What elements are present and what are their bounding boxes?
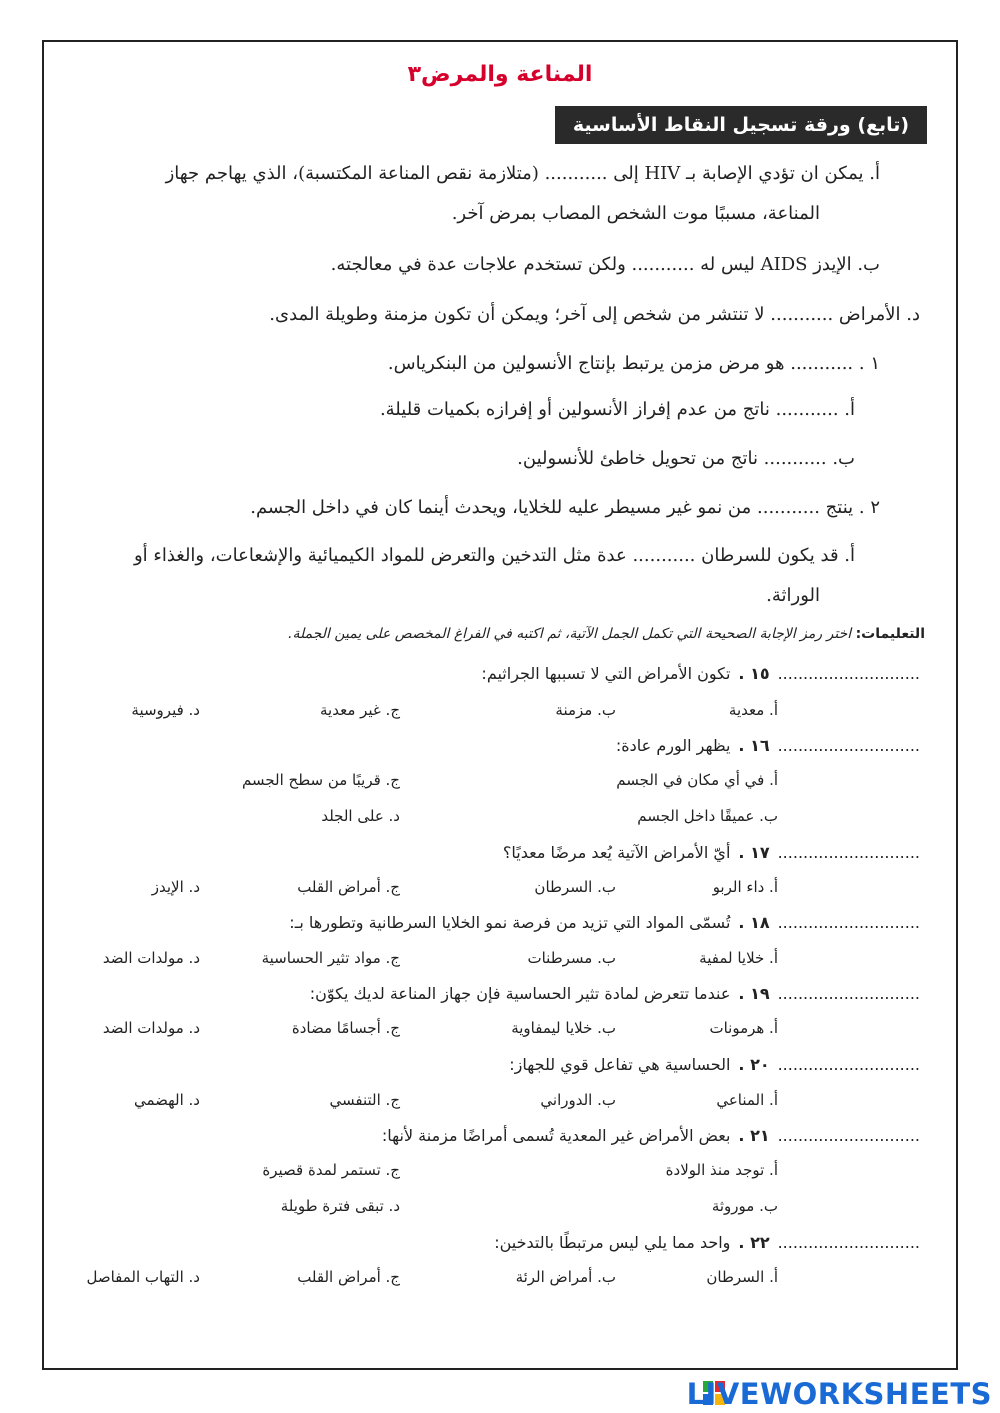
note-d: د. الأمراض ........... لا تنتشر من شخص إلى آخر؛ ويمكن أن تكون مزمنة وطويلة المدى. [269, 304, 920, 325]
note-b: ب. الإيدز AIDS ليس له ........... ولكن تستخدم علاجات عدة في معالجته. [330, 254, 880, 275]
option[interactable]: أ. السرطان [706, 1268, 778, 1286]
note-2: ٢ . ينتج ........... من نمو غير مسيطر عليه للخلايا، ويحدث أينما كان في داخل الجسم. [250, 497, 880, 518]
option[interactable]: ج. مواد تثير الحساسية [261, 949, 400, 967]
option[interactable]: د. فيروسية [131, 701, 200, 719]
note-2a-line1: أ. قد يكون للسرطان ........... عدة مثل التدخين والتعرض للمواد الكيميائية والإشعاعات، والغذاء أو [133, 545, 855, 566]
instructions-text: اختر رمز الإجابة الصحيحة التي تكمل الجمل الآتية، ثم اكتبه في الفراغ المخصص على يمين الجملة. [288, 626, 852, 642]
option[interactable]: ب. موروثة [711, 1197, 778, 1215]
answer-blank[interactable]: ............................ [777, 736, 920, 755]
question-17: ............................١٧ .أيّ الأمراض الآتية يُعد مرضًا معديًا؟ [502, 843, 920, 862]
option[interactable]: ب. خلايا ليمفاوية [511, 1019, 616, 1037]
option[interactable]: د. الهضمي [133, 1091, 200, 1109]
option[interactable]: ج. تستمر لمدة قصيرة [262, 1161, 400, 1179]
question-18: ............................١٨ .تُسمّى المواد التي تزيد من فرصة نمو الخلايا السرطانية وتطورها بـ: [289, 913, 920, 932]
option[interactable]: أ. خلايا لمفية [699, 949, 778, 967]
option[interactable]: ج. قريبًا من سطح الجسم [241, 771, 400, 789]
question-21: ............................٢١ .بعض الأمراض غير المعدية تُسمى أمراضًا مزمنة لأنها: [381, 1126, 920, 1145]
option[interactable]: ب. مزمنة [555, 701, 616, 719]
answer-blank[interactable]: ............................ [777, 664, 920, 683]
answer-blank[interactable]: ............................ [777, 984, 920, 1003]
question-22: ............................٢٢ .واحد مما يلي ليس مرتبطًا بالتدخين: [494, 1233, 920, 1252]
question-19: ............................١٩ .عندما تتعرض لمادة تثير الحساسية فإن جهاز المناعة لديك يكوّن: [309, 984, 920, 1003]
option[interactable]: ج. غير معدية [320, 701, 400, 719]
option[interactable]: ب. عميقًا داخل الجسم [637, 807, 778, 825]
option[interactable]: أ. داء الربو [712, 878, 778, 896]
note-1: ١ . ........... هو مرض مزمن يرتبط بإنتاج الأنسولين من البنكرياس. [387, 353, 880, 374]
question-15: ............................١٥ .تكون الأمراض التي لا تسببها الجراثيم: [481, 664, 920, 683]
answer-blank[interactable]: ............................ [777, 843, 920, 862]
option[interactable]: ب. الدوراني [540, 1091, 616, 1109]
note-a-line1: أ. يمكن ان تؤدي الإصابة بـ HIV إلى ........... (متلازمة نقص المناعة المكتسبة)، الذي يهاجم جهاز [165, 163, 880, 184]
option[interactable]: ج. التنفسي [329, 1091, 400, 1109]
option[interactable]: أ. معدية [728, 701, 778, 719]
note-a-line2: المناعة، مسببًا موت الشخص المصاب بمرض آخر. [451, 203, 820, 224]
option[interactable]: ج. أجسامًا مضادة [291, 1019, 400, 1037]
option[interactable]: ب. مسرطنات [527, 949, 616, 967]
option[interactable]: د. التهاب المفاصل [86, 1268, 200, 1286]
option[interactable]: ج. أمراض القلب [297, 1268, 400, 1286]
option[interactable]: ج. أمراض القلب [297, 878, 400, 896]
question-20: ............................٢٠ .الحساسية هي تفاعل قوي للجهاز: [509, 1055, 920, 1074]
option[interactable]: د. تبقى فترة طويلة [280, 1197, 400, 1215]
section-banner: (تابع) ورقة تسجيل النقاط الأساسية [555, 106, 927, 144]
note-1a: أ. ........... ناتج من عدم إفراز الأنسولين أو إفرازه بكميات قليلة. [379, 399, 855, 420]
note-2a-line2: الوراثة. [766, 585, 820, 606]
answer-blank[interactable]: ............................ [777, 1233, 920, 1252]
instructions-label: التعليمات: [855, 626, 925, 642]
option[interactable]: أ. هرمونات [709, 1019, 778, 1037]
option[interactable]: ب. السرطان [534, 878, 616, 896]
option[interactable]: د. على الجلد [321, 807, 400, 825]
option[interactable]: ب. أمراض الرئة [515, 1268, 616, 1286]
option[interactable]: أ. المناعي [716, 1091, 778, 1109]
answer-blank[interactable]: ............................ [777, 1055, 920, 1074]
page-title: المناعة والمرض٣ [407, 62, 593, 87]
option[interactable]: أ. توجد منذ الولادة [665, 1161, 778, 1179]
answer-blank[interactable]: ............................ [777, 913, 920, 932]
instructions [288, 626, 925, 642]
note-1b: ب. ........... ناتج من تحويل خاطئ للأنسولين. [517, 448, 855, 469]
question-16: ............................١٦ .يظهر الورم عادة: [615, 736, 920, 755]
option[interactable]: د. مولدات الضد [102, 1019, 200, 1037]
answer-blank[interactable]: ............................ [777, 1126, 920, 1145]
option[interactable]: د. مولدات الضد [102, 949, 200, 967]
option[interactable]: أ. في أي مكان في الجسم [616, 771, 778, 789]
liveworksheets-logo[interactable]: LIVEWORKSHEETS [686, 1377, 992, 1411]
option[interactable]: د. الإيدز [151, 878, 200, 896]
